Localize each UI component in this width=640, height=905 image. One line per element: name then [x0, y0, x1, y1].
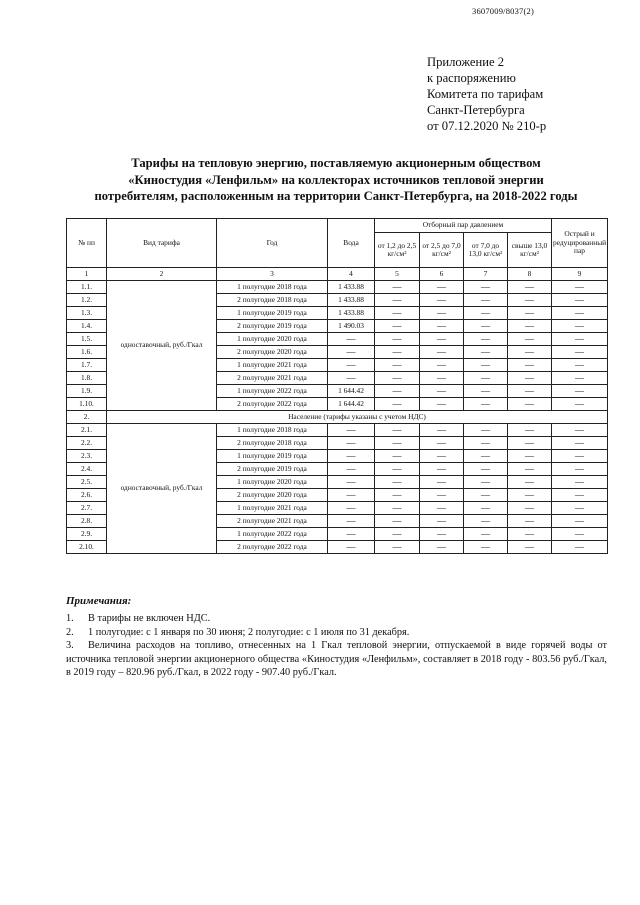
steam-value: — — [420, 515, 464, 528]
steam-value: — — [508, 346, 552, 359]
document-number: 3607009/8037(2) — [472, 6, 535, 16]
water-value: — — [328, 502, 375, 515]
steam-value: — — [464, 359, 508, 372]
steam-value: — — [464, 294, 508, 307]
steam-value: — — [420, 333, 464, 346]
period-cell: 2 полугодие 2018 года — [217, 437, 328, 450]
steam-value: — — [420, 463, 464, 476]
steam-value: — — [552, 346, 608, 359]
steam-value: — — [508, 437, 552, 450]
col-number: 8 — [508, 268, 552, 281]
water-value: — — [328, 437, 375, 450]
steam-value: — — [464, 463, 508, 476]
col-number: 3 — [217, 268, 328, 281]
table-row — [67, 424, 608, 437]
row-number: 1.7. — [67, 359, 107, 372]
water-value: 1 433.88 — [328, 281, 375, 294]
col-number: 6 — [420, 268, 464, 281]
steam-value: — — [508, 489, 552, 502]
row-number: 1.1. — [67, 281, 107, 294]
document-title — [66, 155, 606, 205]
steam-value: — — [552, 372, 608, 385]
steam-value: — — [420, 476, 464, 489]
water-value: 1 490.03 — [328, 320, 375, 333]
appendix-line: от 07.12.2020 № 210-р — [427, 119, 547, 133]
steam-value: — — [508, 476, 552, 489]
note-text: В тарифы не включен НДС. — [88, 613, 211, 624]
period-cell: 1 полугодие 2018 года — [217, 424, 328, 437]
col-number: 7 — [464, 268, 508, 281]
steam-value: — — [420, 502, 464, 515]
steam-value: — — [464, 450, 508, 463]
row-number: 2.2. — [67, 437, 107, 450]
row-number: 1.6. — [67, 346, 107, 359]
steam-value: — — [420, 372, 464, 385]
tariff-table — [66, 218, 608, 554]
steam-value: — — [464, 398, 508, 411]
row-number: 2.10. — [67, 541, 107, 554]
steam-value: — — [552, 294, 608, 307]
row-number: 2.7. — [67, 502, 107, 515]
row-number: 2.8. — [67, 515, 107, 528]
steam-value: — — [375, 307, 420, 320]
steam-value: — — [464, 489, 508, 502]
steam-value: — — [420, 424, 464, 437]
water-value: — — [328, 333, 375, 346]
water-value: — — [328, 476, 375, 489]
steam-value: — — [464, 515, 508, 528]
header-steam-3: от 7,0 до 13,0 кг/см² — [464, 233, 508, 268]
steam-value: — — [375, 463, 420, 476]
period-cell: 1 полугодие 2019 года — [217, 450, 328, 463]
steam-value: — — [464, 437, 508, 450]
row-number: 2.5. — [67, 476, 107, 489]
steam-value: — — [508, 385, 552, 398]
note-item — [66, 612, 607, 626]
period-cell: 1 полугодие 2021 года — [217, 359, 328, 372]
row-number: 2.6. — [67, 489, 107, 502]
water-value: 1 433.88 — [328, 307, 375, 320]
steam-value: — — [508, 320, 552, 333]
header-sharp-steam: Острый и редуцированный пар — [552, 219, 608, 268]
steam-value: — — [508, 450, 552, 463]
row-number: 2.4. — [67, 463, 107, 476]
steam-value: — — [552, 450, 608, 463]
water-value: 1 644.42 — [328, 398, 375, 411]
row-number: 1.2. — [67, 294, 107, 307]
water-value: — — [328, 541, 375, 554]
steam-value: — — [552, 489, 608, 502]
row-number: 1.3. — [67, 307, 107, 320]
steam-value: — — [508, 294, 552, 307]
steam-value: — — [552, 398, 608, 411]
appendix-line: Комитета по тарифам — [427, 87, 544, 101]
steam-value: — — [375, 489, 420, 502]
steam-value: — — [375, 424, 420, 437]
steam-value: — — [375, 320, 420, 333]
header-water: Вода — [328, 219, 375, 268]
water-value: — — [328, 463, 375, 476]
steam-value: — — [552, 424, 608, 437]
steam-value: — — [375, 476, 420, 489]
steam-value: — — [552, 307, 608, 320]
water-value: 1 644.42 — [328, 385, 375, 398]
header-tariff-type: Вид тарифа — [107, 219, 217, 268]
steam-value: — — [552, 541, 608, 554]
note-number: 2. — [66, 626, 74, 638]
steam-value: — — [464, 528, 508, 541]
steam-value: — — [552, 281, 608, 294]
water-value: — — [328, 515, 375, 528]
steam-value: — — [464, 424, 508, 437]
steam-value: — — [464, 476, 508, 489]
steam-value: — — [420, 320, 464, 333]
note-number: 3. — [66, 640, 74, 652]
appendix-block — [427, 54, 546, 134]
steam-value: — — [552, 333, 608, 346]
water-value: — — [328, 528, 375, 541]
water-value: — — [328, 424, 375, 437]
steam-value: — — [375, 541, 420, 554]
row-number: 1.4. — [67, 320, 107, 333]
note-text: 1 полугодие: с 1 января по 30 июня; 2 полугодие: с 1 июля по 31 декабря. — [88, 626, 410, 638]
col-number: 5 — [375, 268, 420, 281]
row-number: 1.9. — [67, 385, 107, 398]
steam-value: — — [375, 528, 420, 541]
steam-value: — — [508, 307, 552, 320]
appendix-line: Санкт-Петербурга — [427, 103, 525, 117]
water-value: — — [328, 346, 375, 359]
water-value: 1 433.88 — [328, 294, 375, 307]
steam-value: — — [464, 320, 508, 333]
period-cell: 1 полугодие 2022 года — [217, 385, 328, 398]
steam-value: — — [375, 450, 420, 463]
header-steam-4: свыше 13,0 кг/см² — [508, 233, 552, 268]
steam-value: — — [375, 515, 420, 528]
period-cell: 2 полугодие 2019 года — [217, 463, 328, 476]
water-value: — — [328, 450, 375, 463]
steam-value: — — [464, 307, 508, 320]
header-num: № пп — [67, 219, 107, 268]
period-cell: 2 полугодие 2022 года — [217, 398, 328, 411]
steam-value: — — [464, 346, 508, 359]
period-cell: 1 полугодие 2019 года — [217, 307, 328, 320]
steam-value: — — [508, 398, 552, 411]
steam-value: — — [375, 294, 420, 307]
steam-value: — — [508, 424, 552, 437]
steam-value: — — [420, 294, 464, 307]
header-steam-2: от 2,5 до 7,0 кг/см² — [420, 233, 464, 268]
period-cell: 2 полугодие 2021 года — [217, 515, 328, 528]
period-cell: 2 полугодие 2018 года — [217, 294, 328, 307]
steam-value: — — [375, 281, 420, 294]
notes-list — [66, 612, 607, 680]
tariff-type-cell: одноставочный, руб./Гкал — [107, 424, 217, 554]
steam-value: — — [508, 372, 552, 385]
steam-value: — — [375, 437, 420, 450]
steam-value: — — [375, 372, 420, 385]
title-line: Тарифы на тепловую энергию, поставляемую акционерным обществом — [131, 156, 541, 170]
header-steam-1: от 1,2 до 2,5 кг/см² — [375, 233, 420, 268]
row-number: 1.8. — [67, 372, 107, 385]
section-row — [67, 411, 608, 424]
row-number: 2.1. — [67, 424, 107, 437]
steam-value: — — [420, 398, 464, 411]
steam-value: — — [464, 281, 508, 294]
steam-value: — — [420, 385, 464, 398]
header-year: Год — [217, 219, 328, 268]
title-line: потребителям, расположенным на территории Санкт-Петербурга, на 2018-2022 годы — [94, 189, 578, 203]
steam-value: — — [552, 437, 608, 450]
steam-value: — — [420, 359, 464, 372]
water-value: — — [328, 359, 375, 372]
period-cell: 2 полугодие 2022 года — [217, 541, 328, 554]
period-cell: 2 полугодие 2019 года — [217, 320, 328, 333]
table-row — [67, 281, 608, 294]
col-number: 1 — [67, 268, 107, 281]
steam-value: — — [420, 528, 464, 541]
steam-value: — — [464, 385, 508, 398]
period-cell: 1 полугодие 2020 года — [217, 333, 328, 346]
note-item — [66, 639, 607, 680]
steam-value: — — [420, 281, 464, 294]
steam-value: — — [420, 489, 464, 502]
steam-value: — — [552, 320, 608, 333]
header-steam-group: Отборный пар давлением — [375, 219, 552, 233]
period-cell: 2 полугодие 2020 года — [217, 489, 328, 502]
steam-value: — — [508, 515, 552, 528]
steam-value: — — [375, 333, 420, 346]
row-number: 2.3. — [67, 450, 107, 463]
steam-value: — — [508, 528, 552, 541]
row-number: 2.9. — [67, 528, 107, 541]
section-label: Население (тарифы указаны с учетом НДС) — [107, 411, 608, 424]
steam-value: — — [508, 281, 552, 294]
title-line: «Киностудия «Ленфильм» на коллекторах источников тепловой энергии — [128, 172, 544, 187]
steam-value: — — [464, 502, 508, 515]
note-text: Величина расходов на топливо, отнесенных на 1 Гкал тепловой энергии, отпускаемой в виде горячей воды от источника тепловой энергии акционерного общества «Киностудия «Ленфильм», составляет в 2018 году - 803.56 руб./Гкал, в 2019 году – 820.96 руб./Гкал, в 2022 году - 907.40 руб./Гкал. — [66, 640, 607, 679]
steam-value: — — [552, 476, 608, 489]
steam-value: — — [508, 359, 552, 372]
steam-value: — — [552, 528, 608, 541]
appendix-line: к распоряжению — [427, 71, 516, 85]
water-value: — — [328, 372, 375, 385]
steam-value: — — [552, 515, 608, 528]
steam-value: — — [420, 346, 464, 359]
steam-value: — — [552, 502, 608, 515]
steam-value: — — [375, 346, 420, 359]
steam-value: — — [464, 333, 508, 346]
steam-value: — — [508, 541, 552, 554]
steam-value: — — [375, 385, 420, 398]
note-item — [66, 626, 607, 640]
steam-value: — — [464, 541, 508, 554]
steam-value: — — [375, 359, 420, 372]
steam-value: — — [420, 307, 464, 320]
period-cell: 1 полугодие 2020 года — [217, 476, 328, 489]
appendix-line: Приложение 2 — [427, 55, 505, 69]
steam-value: — — [552, 463, 608, 476]
water-value: — — [328, 489, 375, 502]
period-cell: 1 полугодие 2021 года — [217, 502, 328, 515]
period-cell: 1 полугодие 2022 года — [217, 528, 328, 541]
steam-value: — — [508, 463, 552, 476]
col-number: 4 — [328, 268, 375, 281]
steam-value: — — [420, 437, 464, 450]
period-cell: 1 полугодие 2018 года — [217, 281, 328, 294]
row-number: 1.5. — [67, 333, 107, 346]
row-number: 1.10. — [67, 398, 107, 411]
steam-value: — — [508, 502, 552, 515]
steam-value: — — [420, 450, 464, 463]
steam-value: — — [552, 359, 608, 372]
steam-value: — — [375, 502, 420, 515]
steam-value: — — [508, 333, 552, 346]
tariff-type-cell: одноставочный, руб./Гкал — [107, 281, 217, 411]
period-cell: 2 полугодие 2021 года — [217, 372, 328, 385]
section-number: 2. — [67, 411, 107, 424]
steam-value: — — [420, 541, 464, 554]
period-cell: 2 полугодие 2020 года — [217, 346, 328, 359]
steam-value: — — [464, 372, 508, 385]
col-number: 9 — [552, 268, 608, 281]
col-number: 2 — [107, 268, 217, 281]
steam-value: — — [375, 398, 420, 411]
note-number: 1. — [66, 613, 74, 624]
steam-value: — — [552, 385, 608, 398]
notes-title: Примечания: — [66, 595, 132, 607]
